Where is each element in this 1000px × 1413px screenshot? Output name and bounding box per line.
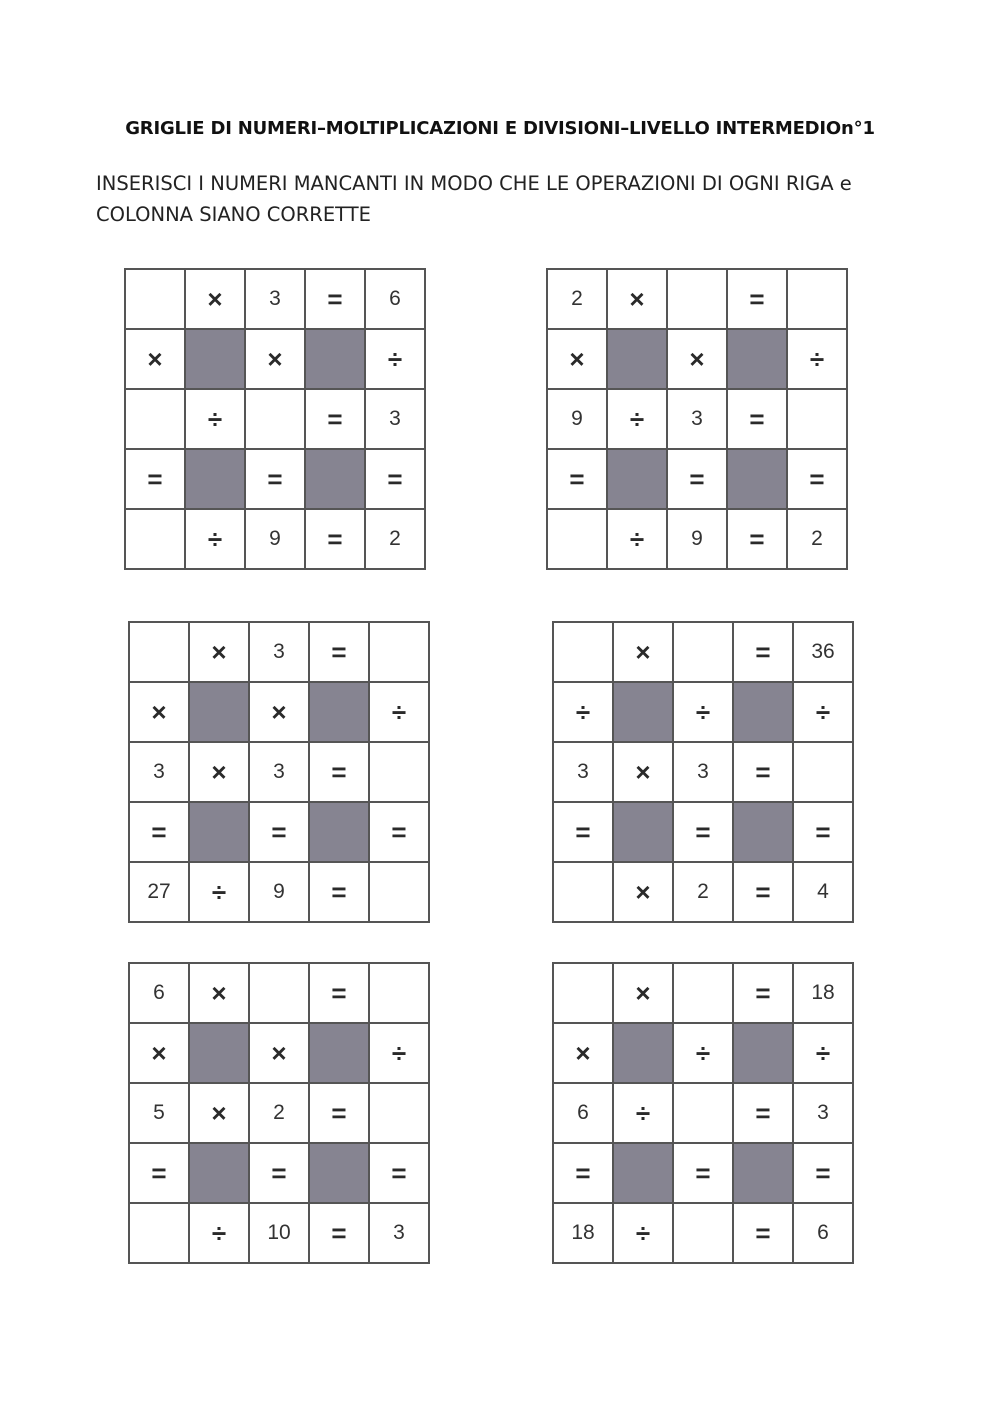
shaded-cell xyxy=(309,682,369,742)
answer-cell[interactable] xyxy=(129,1203,189,1263)
divide-sign: ÷ xyxy=(185,389,245,449)
shaded-cell xyxy=(185,329,245,389)
worksheet-title: GRIGLIE DI NUMERI–MOLTIPLICAZIONI E DIVISIONI–LIVELLO INTERMEDIOn°1 xyxy=(125,118,875,139)
equals-sign: = xyxy=(309,742,369,802)
equals-sign: = xyxy=(667,449,727,509)
shaded-cell xyxy=(189,1143,249,1203)
shaded-cell xyxy=(305,449,365,509)
equals-sign: = xyxy=(727,389,787,449)
puzzle-grid-2 xyxy=(546,268,848,570)
multiply-sign: × xyxy=(249,682,309,742)
grid-row xyxy=(553,1083,853,1143)
answer-cell[interactable] xyxy=(673,963,733,1023)
grid-row xyxy=(553,1023,853,1083)
divide-sign: ÷ xyxy=(189,1203,249,1263)
divide-sign: ÷ xyxy=(613,1083,673,1143)
given-number-cell: 3 xyxy=(365,389,425,449)
multiply-sign: × xyxy=(249,1023,309,1083)
equals-sign: = xyxy=(309,963,369,1023)
multiply-sign: × xyxy=(607,269,667,329)
grid-row xyxy=(553,742,853,802)
answer-cell[interactable] xyxy=(369,622,429,682)
equals-sign: = xyxy=(793,1143,853,1203)
given-number-cell: 9 xyxy=(547,389,607,449)
shaded-cell xyxy=(305,329,365,389)
given-number-cell: 3 xyxy=(369,1203,429,1263)
grid-row xyxy=(129,802,429,862)
answer-cell[interactable] xyxy=(553,963,613,1023)
grid-row xyxy=(125,389,425,449)
given-number-cell: 3 xyxy=(553,742,613,802)
equals-sign: = xyxy=(733,622,793,682)
multiply-sign: × xyxy=(189,1083,249,1143)
equals-sign: = xyxy=(673,1143,733,1203)
answer-cell[interactable] xyxy=(787,269,847,329)
divide-sign: ÷ xyxy=(607,509,667,569)
divide-sign: ÷ xyxy=(365,329,425,389)
shaded-cell xyxy=(613,802,673,862)
equals-sign: = xyxy=(305,389,365,449)
given-number-cell: 6 xyxy=(793,1203,853,1263)
equals-sign: = xyxy=(727,509,787,569)
divide-sign: ÷ xyxy=(793,682,853,742)
grid-row xyxy=(553,963,853,1023)
answer-cell[interactable] xyxy=(547,509,607,569)
equals-sign: = xyxy=(547,449,607,509)
shaded-cell xyxy=(309,1023,369,1083)
grid-row xyxy=(129,862,429,922)
divide-sign: ÷ xyxy=(369,682,429,742)
answer-cell[interactable] xyxy=(787,389,847,449)
equals-sign: = xyxy=(369,1143,429,1203)
equals-sign: = xyxy=(129,1143,189,1203)
shaded-cell xyxy=(733,1143,793,1203)
equals-sign: = xyxy=(793,802,853,862)
grid-row xyxy=(129,963,429,1023)
given-number-cell: 2 xyxy=(547,269,607,329)
puzzle-grid-4 xyxy=(552,621,854,923)
given-number-cell: 9 xyxy=(249,862,309,922)
puzzle-grid-5 xyxy=(128,962,430,1264)
grid-row xyxy=(553,682,853,742)
grid-row xyxy=(553,1143,853,1203)
equals-sign: = xyxy=(787,449,847,509)
equals-sign: = xyxy=(365,449,425,509)
divide-sign: ÷ xyxy=(793,1023,853,1083)
answer-cell[interactable] xyxy=(125,269,185,329)
answer-cell[interactable] xyxy=(673,1083,733,1143)
given-number-cell: 2 xyxy=(249,1083,309,1143)
shaded-cell xyxy=(189,682,249,742)
given-number-cell: 2 xyxy=(787,509,847,569)
divide-sign: ÷ xyxy=(189,862,249,922)
answer-cell[interactable] xyxy=(553,622,613,682)
grid-row xyxy=(129,1143,429,1203)
grid-row xyxy=(129,1203,429,1263)
equals-sign: = xyxy=(553,802,613,862)
multiply-sign: × xyxy=(613,622,673,682)
grid-row xyxy=(547,389,847,449)
equals-sign: = xyxy=(129,802,189,862)
multiply-sign: × xyxy=(613,742,673,802)
multiply-sign: × xyxy=(189,963,249,1023)
answer-cell[interactable] xyxy=(369,1083,429,1143)
grid-row xyxy=(547,449,847,509)
given-number-cell: 18 xyxy=(553,1203,613,1263)
grid-row xyxy=(553,622,853,682)
equals-sign: = xyxy=(733,1083,793,1143)
answer-cell[interactable] xyxy=(245,389,305,449)
shaded-cell xyxy=(185,449,245,509)
puzzle-grid-3 xyxy=(128,621,430,923)
answer-cell[interactable] xyxy=(125,389,185,449)
answer-cell[interactable] xyxy=(129,622,189,682)
grid-row xyxy=(547,509,847,569)
shaded-cell xyxy=(309,1143,369,1203)
equals-sign: = xyxy=(125,449,185,509)
divide-sign: ÷ xyxy=(613,1203,673,1263)
shaded-cell xyxy=(733,1023,793,1083)
given-number-cell: 2 xyxy=(673,862,733,922)
equals-sign: = xyxy=(553,1143,613,1203)
given-number-cell: 9 xyxy=(245,509,305,569)
given-number-cell: 5 xyxy=(129,1083,189,1143)
shaded-cell xyxy=(189,802,249,862)
answer-cell[interactable] xyxy=(673,622,733,682)
multiply-sign: × xyxy=(667,329,727,389)
equals-sign: = xyxy=(727,269,787,329)
multiply-sign: × xyxy=(245,329,305,389)
grid-row xyxy=(125,509,425,569)
given-number-cell: 6 xyxy=(553,1083,613,1143)
given-number-cell: 3 xyxy=(129,742,189,802)
equals-sign: = xyxy=(245,449,305,509)
equals-sign: = xyxy=(733,862,793,922)
shaded-cell xyxy=(309,802,369,862)
divide-sign: ÷ xyxy=(369,1023,429,1083)
answer-cell[interactable] xyxy=(793,742,853,802)
divide-sign: ÷ xyxy=(673,682,733,742)
grid-row xyxy=(553,802,853,862)
multiply-sign: × xyxy=(547,329,607,389)
given-number-cell: 36 xyxy=(793,622,853,682)
grid-row xyxy=(125,329,425,389)
equals-sign: = xyxy=(309,622,369,682)
answer-cell[interactable] xyxy=(673,1203,733,1263)
equals-sign: = xyxy=(309,862,369,922)
grid-row xyxy=(129,682,429,742)
answer-cell[interactable] xyxy=(125,509,185,569)
given-number-cell: 18 xyxy=(793,963,853,1023)
given-number-cell: 9 xyxy=(667,509,727,569)
given-number-cell: 3 xyxy=(667,389,727,449)
equals-sign: = xyxy=(369,802,429,862)
shaded-cell xyxy=(733,802,793,862)
answer-cell[interactable] xyxy=(667,269,727,329)
given-number-cell: 4 xyxy=(793,862,853,922)
given-number-cell: 3 xyxy=(249,622,309,682)
grid-row xyxy=(129,742,429,802)
grid-row xyxy=(547,269,847,329)
given-number-cell: 2 xyxy=(365,509,425,569)
answer-cell[interactable] xyxy=(369,963,429,1023)
given-number-cell: 3 xyxy=(673,742,733,802)
equals-sign: = xyxy=(673,802,733,862)
multiply-sign: × xyxy=(185,269,245,329)
equals-sign: = xyxy=(249,802,309,862)
shaded-cell xyxy=(613,1023,673,1083)
given-number-cell: 10 xyxy=(249,1203,309,1263)
worksheet-instructions: INSERISCI I NUMERI MANCANTI IN MODO CHE LE OPERAZIONI DI OGNI RIGA e COLONNA SIANO CORRETTE xyxy=(96,172,852,226)
multiply-sign: × xyxy=(125,329,185,389)
multiply-sign: × xyxy=(613,862,673,922)
divide-sign: ÷ xyxy=(607,389,667,449)
given-number-cell: 3 xyxy=(249,742,309,802)
grid-row xyxy=(553,862,853,922)
answer-cell[interactable] xyxy=(249,963,309,1023)
grid-row xyxy=(125,449,425,509)
shaded-cell xyxy=(733,682,793,742)
equals-sign: = xyxy=(249,1143,309,1203)
grid-row xyxy=(125,269,425,329)
given-number-cell: 3 xyxy=(793,1083,853,1143)
shaded-cell xyxy=(613,1143,673,1203)
given-number-cell: 3 xyxy=(245,269,305,329)
given-number-cell: 6 xyxy=(129,963,189,1023)
multiply-sign: × xyxy=(129,682,189,742)
divide-sign: ÷ xyxy=(553,682,613,742)
equals-sign: = xyxy=(309,1203,369,1263)
grid-row xyxy=(129,1023,429,1083)
equals-sign: = xyxy=(309,1083,369,1143)
puzzle-grid-1 xyxy=(124,268,426,570)
equals-sign: = xyxy=(733,963,793,1023)
answer-cell[interactable] xyxy=(369,742,429,802)
equals-sign: = xyxy=(305,269,365,329)
multiply-sign: × xyxy=(129,1023,189,1083)
divide-sign: ÷ xyxy=(673,1023,733,1083)
equals-sign: = xyxy=(733,1203,793,1263)
answer-cell[interactable] xyxy=(553,862,613,922)
multiply-sign: × xyxy=(189,742,249,802)
shaded-cell xyxy=(607,449,667,509)
grid-row xyxy=(129,622,429,682)
puzzle-grid-6 xyxy=(552,962,854,1264)
grid-row xyxy=(547,329,847,389)
given-number-cell: 6 xyxy=(365,269,425,329)
multiply-sign: × xyxy=(613,963,673,1023)
multiply-sign: × xyxy=(189,622,249,682)
shaded-cell xyxy=(607,329,667,389)
divide-sign: ÷ xyxy=(185,509,245,569)
shaded-cell xyxy=(613,682,673,742)
equals-sign: = xyxy=(733,742,793,802)
grid-row xyxy=(553,1203,853,1263)
given-number-cell: 27 xyxy=(129,862,189,922)
grid-row xyxy=(129,1083,429,1143)
shaded-cell xyxy=(189,1023,249,1083)
divide-sign: ÷ xyxy=(787,329,847,389)
answer-cell[interactable] xyxy=(369,862,429,922)
shaded-cell xyxy=(727,449,787,509)
shaded-cell xyxy=(727,329,787,389)
equals-sign: = xyxy=(305,509,365,569)
multiply-sign: × xyxy=(553,1023,613,1083)
